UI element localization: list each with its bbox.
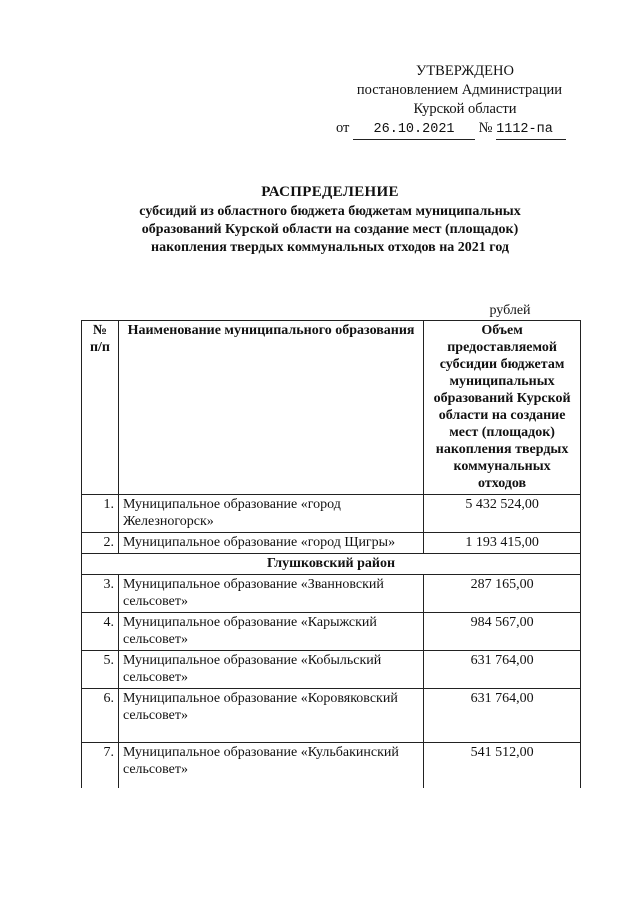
row-num: 4.: [82, 613, 119, 651]
row-num: 2.: [82, 533, 119, 554]
row-amount: 541 512,00: [424, 743, 581, 789]
row-num: 6.: [82, 689, 119, 743]
row-num: 7.: [82, 743, 119, 789]
table-row: [82, 533, 581, 554]
approval-date: 26.10.2021: [353, 120, 475, 140]
approval-status: УТВЕРЖДЕНО: [416, 63, 514, 79]
district-row: [82, 554, 581, 575]
row-name: Муниципальное образование «Кульбакинский сельсовет»: [118, 743, 423, 789]
title-line-3: накопления твердых коммунальных отходов на 2021 год: [151, 240, 509, 255]
table-header-row: [82, 321, 581, 495]
row-amount: 631 764,00: [424, 651, 581, 689]
row-num: 1.: [82, 495, 119, 533]
row-name: Муниципальное образование «Кобыльский сельсовет»: [118, 651, 423, 689]
row-amount: 984 567,00: [424, 613, 581, 651]
distribution-table: [81, 320, 581, 788]
row-name: Муниципальное образование «Карыжский сельсовет»: [118, 613, 423, 651]
row-name: Муниципальное образование «Коровяковский сельсовет»: [118, 689, 423, 743]
table-row: [82, 689, 581, 743]
title-heading: РАСПРЕДЕЛЕНИЕ: [261, 184, 399, 200]
units-label: рублей: [489, 303, 531, 318]
approval-authority: постановлением Администрации: [356, 82, 562, 98]
table-row: [82, 651, 581, 689]
header-amount: Объем предоставляемой субсидии бюджетам муниципальных образований Курской области на создание мест (площадок) накопления твердых коммунальных отходов: [424, 321, 581, 495]
table-row: [82, 613, 581, 651]
district-name: Глушковский район: [82, 554, 581, 575]
header-name: Наименование муниципального образования: [118, 321, 423, 495]
row-num: 3.: [82, 575, 119, 613]
row-amount: 631 764,00: [424, 689, 581, 743]
title-line-1: субсидий из областного бюджета бюджетам муниципальных: [139, 204, 521, 219]
header-num: № п/п: [82, 321, 119, 495]
row-amount: 5 432 524,00: [424, 495, 581, 533]
approval-date-line: [336, 119, 576, 140]
table-row: [82, 743, 581, 789]
row-name: Муниципальное образование «Званновский сельсовет»: [118, 575, 423, 613]
row-name: Муниципальное образование «город Железногорск»: [118, 495, 423, 533]
approval-number: 1112-па: [496, 120, 566, 140]
approval-region: Курской области: [413, 101, 517, 117]
approval-block: [336, 62, 576, 140]
row-num: 5.: [82, 651, 119, 689]
document-title: [90, 183, 570, 257]
row-amount: 287 165,00: [424, 575, 581, 613]
table-row: [82, 495, 581, 533]
date-prefix: от: [336, 120, 350, 136]
row-amount: 1 193 415,00: [424, 533, 581, 554]
table-row: [82, 575, 581, 613]
row-name: Муниципальное образование «город Щигры»: [118, 533, 423, 554]
title-line-2: образований Курской области на создание мест (площадок): [141, 222, 519, 237]
number-prefix: №: [478, 120, 493, 136]
